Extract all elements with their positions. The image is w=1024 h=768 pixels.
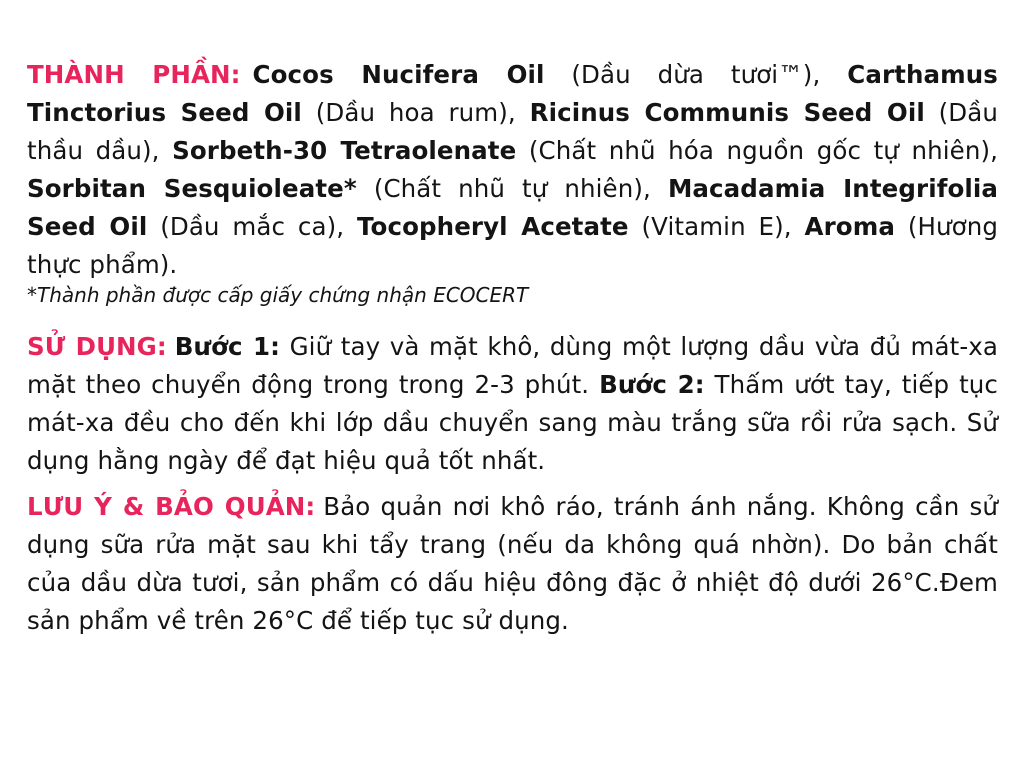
ecocert-footnote: *Thành phần được cấp giấy chứng nhận ECOCERT	[27, 283, 529, 307]
usage-step-label: Bước 1:	[174, 332, 281, 361]
storage-label: LƯU Ý & BẢO QUẢN:	[27, 492, 316, 521]
ingredient-desc: (Dầu mắc ca),	[147, 212, 357, 241]
ingredient-desc: (Chất nhũ tự nhiên),	[356, 174, 668, 203]
ingredient-name: Carthamus Tinctorius Seed Oil	[27, 60, 998, 127]
ingredient-desc: (Dầu dừa tươi™),	[544, 60, 848, 89]
ingredients-section	[27, 56, 998, 284]
usage-step-label: Bước 2:	[599, 370, 705, 399]
ingredient-desc: (Chất nhũ hóa nguồn gốc tự nhiên),	[516, 136, 998, 165]
ingredient-name: Tocopheryl Acetate	[356, 212, 629, 241]
usage-step-text: Giữ tay và mặt khô, dùng một lượng dầu vừa đủ mát-xa mặt theo chuyển động trong trong 2-3 phút.	[27, 332, 998, 399]
ingredient-name: Cocos Nucifera Oil	[252, 60, 545, 89]
ingredient-desc: (Dầu hoa rum),	[301, 98, 530, 127]
usage-label: SỬ DỤNG:	[27, 332, 167, 361]
usage-section	[27, 328, 998, 480]
usage-step-text: Thấm ướt tay, tiếp tục mát-xa đều cho đến khi lớp dầu chuyển sang màu trắng sữa rồi rửa sạch. Sử dụng hằng ngày để đạt hiệu quả tốt nhất.	[27, 370, 998, 475]
ingredient-name: Ricinus Communis Seed Oil	[529, 98, 925, 127]
ingredient-name: Macadamia Integrifolia Seed Oil	[27, 174, 999, 241]
ingredient-name: Sorbeth-30 Tetraolenate	[172, 136, 517, 165]
ingredient-desc: (Vitamin E),	[628, 212, 805, 241]
storage-text: Bảo quản nơi khô ráo, tránh ánh nắng. Không cần sử dụng sữa rửa mặt sau khi tẩy trang (nếu da không quá nhờn). Do bản chất của dầu dừa tươi, sản phẩm có dấu hiệu đông đặc ở nhiệt độ dưới 26°C.Đem sản phẩm về trên 26°C để tiếp tục sử dụng.	[27, 492, 998, 635]
ingredients-label: THÀNH PHẦN:	[27, 60, 241, 89]
ingredient-name: Sorbitan Sesquioleate*	[27, 174, 357, 203]
ingredient-desc: (Dầu thầu dầu),	[27, 98, 999, 165]
ingredient-name: Aroma	[804, 212, 895, 241]
ingredient-desc: (Hương thực phẩm).	[27, 212, 998, 279]
section-gap	[27, 480, 998, 488]
storage-section	[27, 488, 998, 640]
